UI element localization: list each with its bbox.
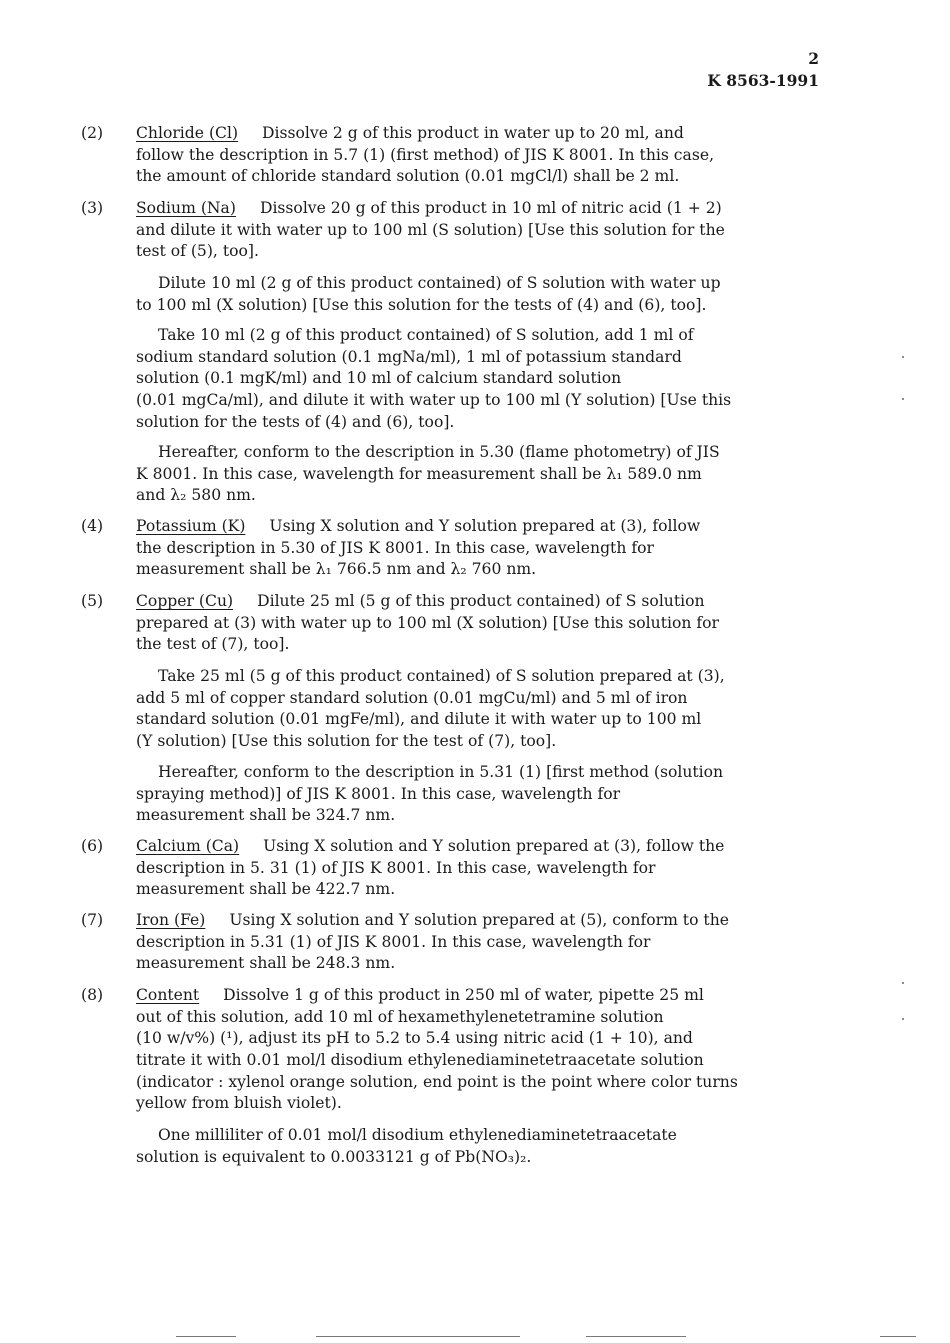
text-line: Dilute 25 ml (5 g of this product contained) of S solution <box>257 592 705 610</box>
text-line: Using X solution and Y solution prepared at (5), conform to the <box>229 911 729 929</box>
text-line: (0.01 mgCa/ml), and dilute it with water up to 100 ml (Y solution) [Use this <box>136 391 732 410</box>
text-line: prepared at (3) with water up to 100 ml (X solution) [Use this solution for <box>136 613 719 632</box>
text-line: Dissolve 1 g of this product in 250 ml of water, pipette 25 ml <box>223 986 704 1004</box>
item-title: Content <box>136 986 200 1004</box>
paragraph <box>136 666 816 753</box>
paragraph <box>136 273 816 316</box>
text-line: measurement shall be 248.3 nm. <box>136 954 396 973</box>
item-title: Chloride (Cl) <box>136 124 239 142</box>
text-line: Using X solution and Y solution prepared at (3), follow <box>269 517 701 535</box>
text-line: Hereafter, conform to the description in 5.31 (1) [first method (solution <box>158 763 724 781</box>
text-line: Hereafter, conform to the description in 5.30 (flame photometry) of JIS <box>158 443 720 461</box>
footer-rule <box>880 1336 916 1337</box>
text-line: sodium standard solution (0.1 mgNa/ml), 1 ml of potassium standard <box>136 347 682 366</box>
text-line: and dilute it with water up to 100 ml (S solution) [Use this solution for the <box>136 220 725 239</box>
text-line: measurement shall be λ₁ 766.5 nm and λ₂ 760 nm. <box>136 560 537 579</box>
item-title: Copper (Cu) <box>136 592 234 610</box>
text-line: the description in 5.30 of JIS K 8001. In this case, wavelength for <box>136 538 654 557</box>
text-line: solution for the tests of (4) and (6), too]. <box>136 412 455 431</box>
paragraph <box>136 1125 816 1168</box>
item-number: (6) <box>81 837 104 855</box>
text-line: (Y solution) [Use this solution for the test of (7), too]. <box>136 732 557 751</box>
text-line: the amount of chloride standard solution (0.01 mgCl/l) shall be 2 ml. <box>136 167 680 186</box>
item-title: Calcium (Ca) <box>136 837 240 855</box>
text-line: and λ₂ 580 nm. <box>136 486 256 505</box>
paragraph <box>136 762 816 827</box>
text-line: solution is equivalent to 0.0033121 g of Pb(NO₃)₂. <box>136 1147 532 1166</box>
item-title: Sodium (Na) <box>136 199 236 217</box>
paragraph <box>136 442 816 507</box>
text-line: measurement shall be 422.7 nm. <box>136 880 396 899</box>
text-line: add 5 ml of copper standard solution (0.01 mgCu/ml) and 5 ml of iron <box>136 688 688 707</box>
item-number: (2) <box>81 124 104 142</box>
page-number: 2 <box>808 49 819 68</box>
item-title: Potassium (K) <box>136 517 246 535</box>
text-line: spraying method)] of JIS K 8001. In this case, wavelength for <box>136 784 621 803</box>
scan-speck <box>902 398 904 400</box>
footer-rule <box>316 1336 520 1337</box>
text-line: description in 5.31 (1) of JIS K 8001. In this case, wavelength for <box>136 932 651 951</box>
text-line: to 100 ml (X solution) [Use this solution for the tests of (4) and (6), too]. <box>136 295 707 314</box>
paragraph <box>136 325 816 433</box>
text-line: description in 5. 31 (1) of JIS K 8001. In this case, wavelength for <box>136 858 656 877</box>
scan-speck <box>902 982 904 984</box>
text-line: (10 w/v%) (¹), adjust its pH to 5.2 to 5.4 using nitric acid (1 + 10), and <box>136 1029 693 1048</box>
item-number: (7) <box>81 911 104 929</box>
item-title: Iron (Fe) <box>136 911 206 929</box>
item-number: (3) <box>81 199 104 217</box>
scan-speck <box>902 356 904 358</box>
text-line: standard solution (0.01 mgFe/ml), and dilute it with water up to 100 ml <box>136 710 702 729</box>
item-number: (8) <box>81 986 104 1004</box>
standard-id: K 8563-1991 <box>707 71 819 90</box>
item-number: (4) <box>81 517 104 535</box>
text-line: yellow from bluish violet). <box>136 1094 342 1113</box>
text-line: Using X solution and Y solution prepared at (3), follow the <box>263 837 725 855</box>
text-line: titrate it with 0.01 mol/l disodium ethylenediaminetetraacetate solution <box>136 1051 704 1070</box>
text-line: Take 10 ml (2 g of this product contained) of S solution, add 1 ml of <box>158 326 694 344</box>
text-line: Dissolve 20 g of this product in 10 ml of nitric acid (1 + 2) <box>259 199 722 217</box>
scan-speck <box>902 1018 904 1020</box>
page-header <box>707 48 819 92</box>
text-line: (indicator : xylenol orange solution, end point is the point where color turns <box>136 1072 738 1091</box>
text-line: Dilute 10 ml (2 g of this product contained) of S solution with water up <box>158 274 721 292</box>
text-line: Take 25 ml (5 g of this product contained) of S solution prepared at (3), <box>158 667 725 685</box>
text-line: Dissolve 2 g of this product in water up to 20 ml, and <box>262 124 684 142</box>
item-number: (5) <box>81 592 104 610</box>
text-line: measurement shall be 324.7 nm. <box>136 806 396 825</box>
text-line: the test of (7), too]. <box>136 635 290 654</box>
text-line: solution (0.1 mgK/ml) and 10 ml of calcium standard solution <box>136 369 622 388</box>
text-line: out of this solution, add 10 ml of hexamethylenetetramine solution <box>136 1007 664 1026</box>
text-line: K 8001. In this case, wavelength for measurement shall be λ₁ 589.0 nm <box>136 464 702 483</box>
footer-rule <box>176 1336 236 1337</box>
footer-rule <box>586 1336 686 1337</box>
text-line: follow the description in 5.7 (1) (first method) of JIS K 8001. In this case, <box>136 145 715 164</box>
text-line: One milliliter of 0.01 mol/l disodium ethylenediaminetetraacetate <box>158 1126 677 1144</box>
text-line: test of (5), too]. <box>136 242 259 261</box>
